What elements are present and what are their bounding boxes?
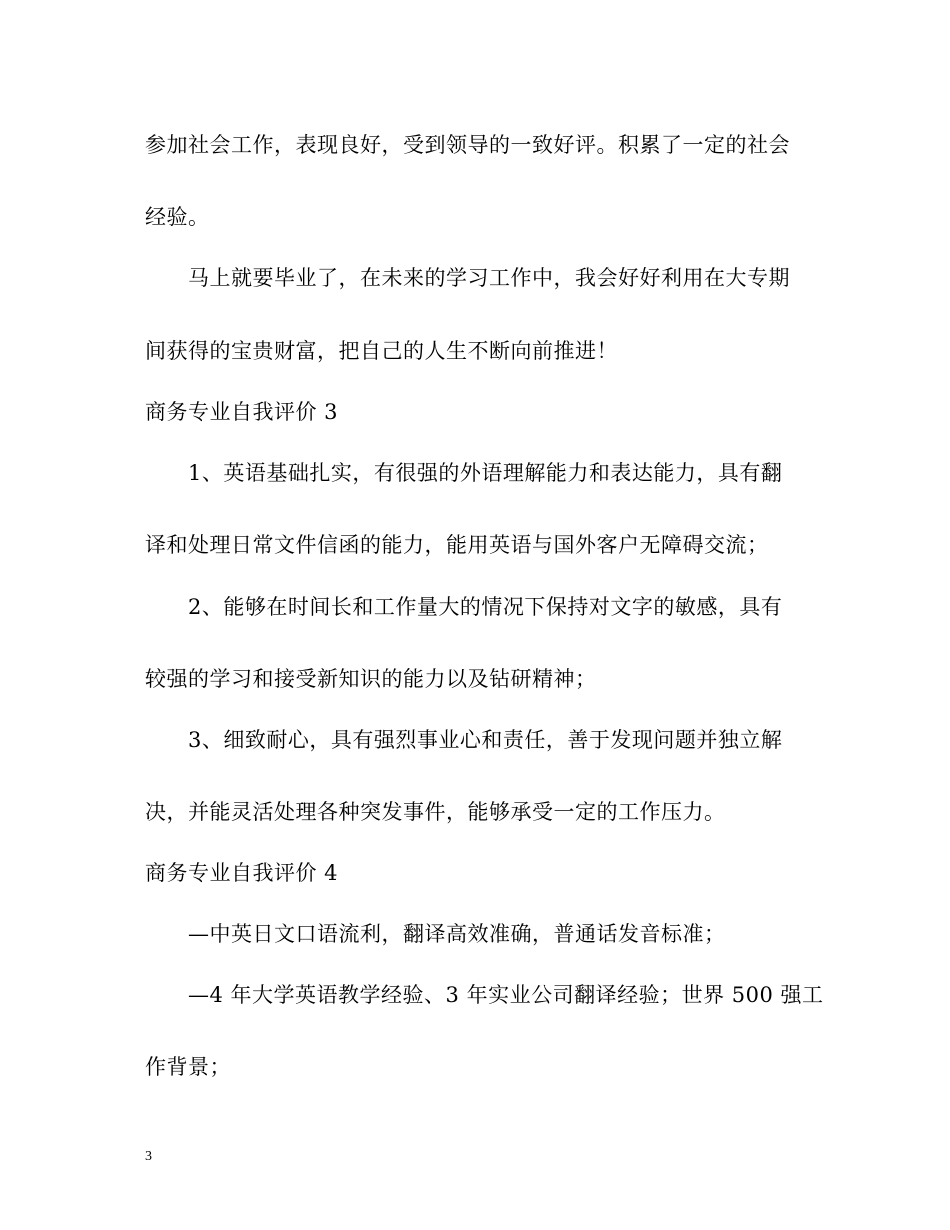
page-number: 3 [145,1149,152,1164]
list-item-line: 作背景； [145,1055,231,1079]
section-heading: 商务专业自我评价 3 [145,400,339,424]
list-item-line: —中英日文口语流利，翻译高效准确，普通话发音标准； [188,922,726,946]
list-item-line: 2、能够在时间长和工作量大的情况下保持对文字的敏感，具有 [188,595,783,619]
list-item-line: 较强的学习和接受新知识的能力以及钻研精神； [145,667,597,691]
paragraph-line: 参加社会工作，表现良好，受到领导的一致好评。积累了一定的社会 [145,133,790,157]
list-item-line: —4 年大学英语教学经验、3 年实业公司翻译经验；世界 500 强工 [188,983,824,1007]
list-item-line: 决，并能灵活处理各种突发事件，能够承受一定的工作压力。 [145,800,726,824]
paragraph-line: 间获得的宝贵财富，把自己的人生不断向前推进！ [145,339,618,363]
paragraph-line: 经验。 [145,205,210,229]
section-heading: 商务专业自我评价 4 [145,861,339,885]
list-item-line: 译和处理日常文件信函的能力，能用英语与国外客户无障碍交流； [145,533,769,557]
paragraph-line: 马上就要毕业了，在未来的学习工作中，我会好好利用在大专期 [188,266,790,290]
list-item-line: 1、英语基础扎实，有很强的外语理解能力和表达能力，具有翻 [188,461,783,485]
list-item-line: 3、细致耐心，具有强烈事业心和责任，善于发现问题并独立解 [188,728,783,752]
